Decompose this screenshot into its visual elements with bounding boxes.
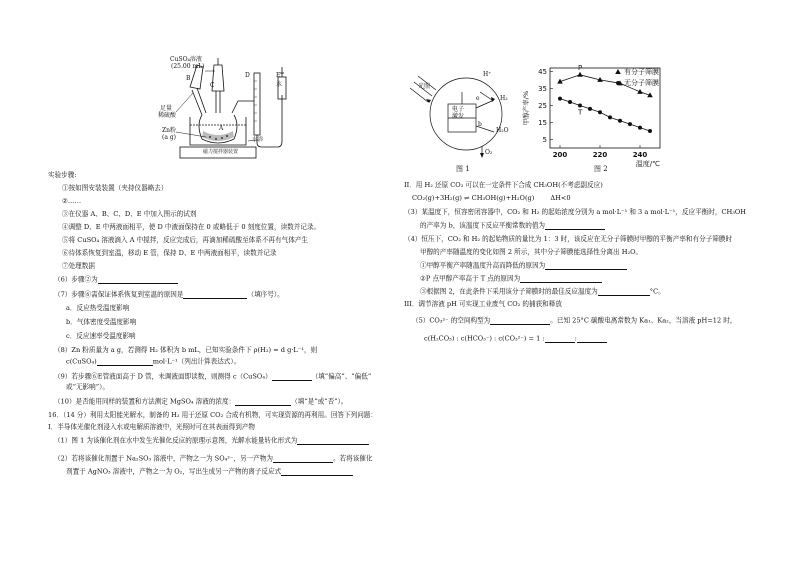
acid-label-1: 足量 (160, 105, 173, 112)
q4-3-blank[interactable] (598, 288, 650, 296)
x-tick-label: 240 (632, 151, 648, 159)
point-label-t: T (578, 108, 583, 117)
legend-label-2: 无分子筛膜 (624, 79, 659, 87)
question-8-line1: （8）Zn 粉质量为 a g，若测得 H₂ 体积为 b mL，已知实验条件下 ρ(H₂) = d g·L⁻¹，则 (54, 346, 318, 354)
question-10 (54, 398, 348, 406)
steps-title: 实验步骤: (48, 171, 77, 179)
label-e: E (276, 72, 281, 79)
q1-text: （1）图 1 为该催化剂在水中发生光催化反应的原理示意图，光解水能量转化形式为 (54, 436, 298, 445)
point-label-p: P (578, 63, 583, 72)
y-tick-label: 45 (538, 67, 547, 76)
q1-blank[interactable] (297, 437, 369, 445)
y-tick-label: 25 (538, 101, 547, 110)
q5-text-b: 。已知 25°C 碳酸电离常数为 Ka₁、Ka₂，当溶液 pH=12 时， (550, 316, 737, 325)
question-6 (54, 276, 178, 284)
q5-blank-3[interactable] (574, 334, 607, 343)
y-tick-label: 15 (538, 118, 547, 127)
q5-ratio: c(H₂CO₃) : c(HCO₃⁻) : c(CO₃²⁻) = 1 : (424, 334, 545, 343)
q3-text: 的产率为 b，该温度下反应平衡常数的值为 (420, 221, 546, 230)
question-8-line2 (66, 358, 240, 366)
circle-point (568, 100, 572, 104)
q2-text-b: 。若将该催化 (332, 454, 373, 463)
q2-blank-2[interactable] (281, 468, 353, 476)
q9-text: （9）若步骤⑥E管液面高于 D 管，未调液面即读数，则测得 c（CuSO₄） (54, 372, 272, 381)
q9-blank[interactable] (272, 373, 312, 381)
option-7b: b．气体密度受温度影响 (66, 318, 137, 326)
q4-1-text: ①甲醇平衡产率随温度升高而降低的原因为 (420, 261, 546, 270)
q3-blank[interactable] (545, 222, 605, 230)
step-7: ⑦处理数据 (62, 262, 95, 270)
step-1: ①按如图安装装置（夹持仪器略去） (62, 184, 168, 192)
q7-tail: （填序号）。 (247, 290, 284, 299)
label-b: B (186, 75, 191, 82)
label-a: A (219, 125, 224, 132)
step-3: ③在仪器 A、B、C、D、E 中加入图示的试剂 (62, 210, 197, 218)
circle-point (638, 126, 642, 130)
question-5-line1 (412, 317, 736, 325)
fig1-caption: 图 1 (456, 165, 470, 173)
q4-3-text: ③根据图 2，在此条件下采用该分子筛膜时的最佳反应温度为 (420, 287, 598, 296)
q2-blank-1[interactable] (273, 455, 333, 463)
step-5: ⑤将 CuSO₄ 溶液滴入 A 中搅拌，反应完成后，再滴加稀硫酸至体系不再有气体产生 (62, 236, 309, 244)
part-iii-heading: III．调节溶液 pH 可实现工业废气 CO₂ 的捕获和释放 (404, 300, 562, 308)
fig1-light: 光照 (418, 83, 431, 90)
triangle-point (577, 72, 583, 77)
q6-text: （6）步骤②为 (54, 275, 98, 284)
q10-tail: （填“是”或“否”）。 (291, 397, 348, 406)
water-label: 水 (276, 81, 283, 88)
q6-blank[interactable] (98, 276, 178, 284)
y-tick-label: 5 (542, 135, 547, 144)
label-c: C (210, 82, 215, 89)
q10-text: （10）是否能用同样的装置和方法测定 MgSO₄ 溶液的浓度： (54, 397, 236, 406)
option-7a: a．反应热受温度影响 (66, 304, 130, 312)
fig1-h2: H₂ (500, 95, 508, 102)
q4-2-blank[interactable] (520, 275, 602, 283)
q10-blank[interactable] (235, 398, 291, 406)
question-4-line2: 甲醇的产率随温度的变化如图 2 所示，其中分子筛膜能选择性分离出 H₂O。 (420, 248, 643, 256)
question-5-line2 (424, 335, 607, 343)
label-d: D (245, 72, 250, 79)
q4-2-text: ②P 点甲醇产率高于 T 点的原因为 (420, 274, 521, 283)
legend-triangle (615, 69, 621, 74)
question-9-line1 (54, 373, 371, 381)
bath-label: 水浴 (252, 137, 264, 143)
q4-3-unit: °C。 (649, 287, 665, 296)
step-2: ②…… (62, 197, 82, 205)
stirrer-label: 磁力搅拌器装置 (203, 149, 239, 155)
circle-point (578, 103, 582, 107)
x-tick-label: 220 (592, 151, 608, 159)
q5-blank-1[interactable] (490, 317, 550, 325)
question-4-sub3 (420, 288, 665, 296)
question-4-sub2 (420, 275, 602, 283)
q7-blank[interactable] (183, 291, 247, 299)
circle-point (648, 129, 652, 133)
acid-label-2: 稀硫酸 (158, 112, 177, 119)
circle-point (598, 110, 602, 114)
figure-2-chart (520, 58, 680, 176)
circle-point (618, 119, 622, 123)
fig1-h2o: H₂O (496, 127, 509, 134)
fig1-b: b (478, 121, 482, 128)
q2-text-2: 剂置于 AgNO₃ 溶液中，产物之一为 O₂，写出生成另一产物的离子反应式 (66, 467, 282, 476)
y-axis-label: 甲醇产率/% (522, 90, 530, 126)
fig1-box-2: 激发 (452, 113, 465, 120)
q8-unit: mol·L⁻¹（列出计算表达式）。 (152, 357, 241, 366)
q8-blank[interactable] (97, 358, 153, 366)
step-6: ⑥待体系恢复到室温，移动 E 管，保持 D、E 中两液面相平，读数并记录 (62, 249, 277, 257)
fig2-caption: 图 2 (594, 165, 608, 173)
y-tick-label: 35 (538, 84, 547, 93)
x-axis-label: 温度/℃ (635, 160, 660, 168)
step-4: ④调整 D、E 中两液面相平，使 D 中液面保持在 0 或略低于 0 刻度位置，读数并记录。 (62, 223, 321, 231)
q8-csub: c(CuSO₄) (66, 357, 97, 366)
equation (412, 195, 571, 203)
question-4-sub1 (420, 262, 627, 270)
question-3-line1: （3）某温度下，恒容密闭容器中，CO₂ 和 H₂ 的起始浓度分别为 a mol·L⁻¹ 和 3 a mol·L⁻¹，反应平衡时，CH₃OH (404, 208, 747, 216)
zn-label-2: (a g) (162, 134, 177, 141)
q4-1-blank[interactable] (545, 262, 627, 270)
q5-text: （5）CO₃²⁻ 的空间构型为 (412, 316, 491, 325)
question-1 (54, 437, 369, 445)
question-9-line2: 或“无影响”）。 (66, 383, 110, 391)
q5-colon: : (574, 334, 577, 343)
q7-text: （7）步骤⑥需保证体系恢复到室温的原因是 (54, 290, 184, 299)
option-7c: c．反应速率受温度影响 (66, 332, 136, 340)
fig1-hplus: H⁺ (483, 71, 492, 78)
circle-point (558, 97, 562, 101)
series-line-2 (560, 99, 650, 131)
fig1-o2: O₂ (485, 149, 493, 156)
part-ii-heading: II．用 H₂ 还原 CO₂ 可以在一定条件下合成 CH₃OH(不考虑副反应) (404, 181, 603, 189)
q2-text: （2）若将该催化剂置于 Na₂SO₃ 溶液中，产物之一为 SO₄²⁻，另一产物为 (54, 454, 273, 463)
question-3-line2 (420, 222, 605, 230)
x-tick-label: 200 (552, 151, 568, 159)
fig1-e: e (476, 95, 480, 102)
cuso4-label: CuSO₄溶液 (170, 56, 202, 63)
q5-blank-2[interactable] (545, 335, 575, 343)
question-7 (54, 291, 284, 299)
question-2-line1 (54, 455, 373, 463)
legend-circle (616, 81, 620, 85)
legend-label-1: 有分子筛膜 (624, 68, 659, 76)
question-2-line2 (66, 468, 353, 476)
delta-h: ΔH<0 (550, 194, 571, 202)
part-i-heading: I．半导体光催化剂浸入水或电解质溶液中，光照时可在其表面得到产物 (48, 423, 256, 431)
question-16: 16．（14 分）利用太阳能光解水，制备的 H₂ 用于还原 CO₂ 合成有机物，可实现资源的再利用。回答下列问题： (48, 411, 377, 419)
circle-point (628, 122, 632, 126)
zn-label-1: Zn粉 (162, 127, 177, 134)
circle-point (608, 115, 612, 119)
equation-text: CO₂(g)+3H₂(g) ⇌ CH₃OH(g)+H₂O(g) (412, 194, 535, 202)
fig1-box-1: 电子 (452, 106, 465, 113)
cuso4-volume: (25.00 mL) (171, 63, 205, 70)
question-4-line1: （4）恒压下，CO₂ 和 H₂ 的起始物质的量比为 1：3 时，该反应在无分子筛膜时甲醇的平衡产率和有分子筛膜时 (404, 235, 733, 243)
circle-point (588, 107, 592, 111)
q9-text-b: （填“偏高”、“偏低” (311, 372, 372, 381)
